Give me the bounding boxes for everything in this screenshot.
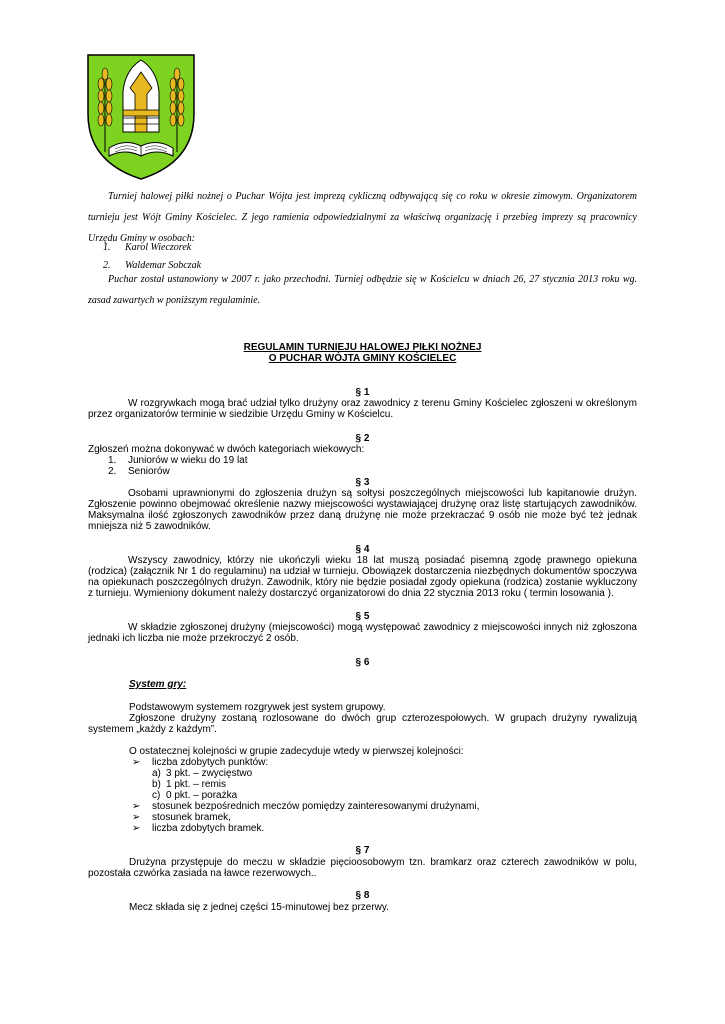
list-number: 2. <box>108 466 117 477</box>
section-text: Osobami uprawnionymi do zgłoszenia drużyn są sołtysi poszczególnych miejscowości lub kapitanowie drużyn. Zgłoszenie powinno obejmować określenie nazwy miejscowości wystawiającej drużynę oraz listę startujących zawodników. Maksymalna ilość zgłoszonych zawodników przez daną drużynę nie może przekraczać 9 osób nie może być też jednak mniejsza niż 5 zawodników. <box>88 488 637 532</box>
list-item-label: Seniorów <box>128 466 170 477</box>
list-number: 2. <box>103 260 111 271</box>
list-item-label: liczba zdobytych bramek. <box>152 823 265 834</box>
intro-paragraph-2: Puchar został ustanowiony w 2007 r. jako przechodni. Turniej odbędzie się w Kościelcu w dniach 26, 27 stycznia 2013 roku wg. zasad zawartych w poniższym regulaminie. <box>88 274 637 306</box>
list-item <box>108 455 408 466</box>
list-item-label: 1 pkt. – remis <box>166 779 227 790</box>
list-item <box>132 823 552 834</box>
section-text: Podstawowym systemem rozgrywek jest system grupowy. <box>129 702 386 713</box>
list-item <box>108 466 408 477</box>
list-item <box>132 757 552 768</box>
section-text: W rozgrywkach mogą brać udział tylko drużyny oraz zawodnicy z terenu Gminy Kościelec zgłoszeni w określonym przez organizatorów terminie w siedzibie Urzędu Gminy w Kościelcu. <box>88 398 637 420</box>
coat-of-arms-emblem <box>85 52 197 182</box>
section-heading: § 8 <box>355 890 370 901</box>
ranking-criteria-list <box>132 757 552 834</box>
list-item <box>103 239 403 257</box>
list-item-label: stosunek bezpośrednich meczów pomiędzy zainteresowanymi drużynami, <box>152 801 480 812</box>
list-item-label: 3 pkt. – zwycięstwo <box>166 768 253 779</box>
section-heading: § 1 <box>355 387 370 398</box>
arrow-bullet-icon: ➢ <box>132 823 141 834</box>
arrow-bullet-icon: ➢ <box>132 812 141 823</box>
title-line-2: O PUCHAR WÓJTA GMINY KOŚCIELEC <box>268 353 457 364</box>
list-number: 1. <box>103 242 111 253</box>
section-heading: § 7 <box>355 845 370 856</box>
intro-paragraph: Turniej halowej piłki nożnej o Puchar Wójta jest imprezą cykliczną odbywającą się co roku w okresie zimowym. Organizatorem turnieju jest Wójt Gminy Kościelec. Z jego ramienia odpowiedzialnymi za właściwą organizację i przebieg imprezy są pracownicy Urzędu Gminy w osobach: <box>88 191 637 244</box>
arrow-bullet-icon: ➢ <box>132 801 141 812</box>
system-subheading: System gry: <box>129 679 187 690</box>
section-text: O ostatecznej kolejności w grupie zadecyduje wtedy w pierwszej kolejności: <box>129 746 464 757</box>
section-text: W składzie zgłoszonej drużyny (miejscowości) mogą występować zawodnicy z miejscowości innych niż zgłoszona jednaki ich liczba nie może przekroczyć 2 osób. <box>88 622 637 644</box>
title-line-1: REGULAMIN TURNIEJU HALOWEJ PIŁKI NOŻNEJ <box>243 342 482 353</box>
section-heading: § 6 <box>355 657 370 668</box>
section-text: Drużyna przystępuje do meczu w składzie pięcioosobowym tzn. bramkarz oraz czterech zawodników w polu, pozostała czwórka zasiada na ławce rezerwowych.. <box>88 857 637 879</box>
list-number: a) <box>152 768 161 779</box>
arrow-bullet-icon: ➢ <box>132 757 141 768</box>
section-text: Zgłoszeń można dokonywać w dwóch kategoriach wiekowych: <box>88 444 365 455</box>
list-number: b) <box>152 779 161 790</box>
list-item <box>132 790 552 801</box>
list-item <box>132 779 552 790</box>
section-heading: § 3 <box>355 477 370 488</box>
list-item <box>132 812 552 823</box>
section-text: Wszyscy zawodnicy, którzy nie ukończyli wieku 18 lat muszą posiadać pisemną zgodę prawnego opiekuna (rodzica) (załącznik Nr 1 do regulaminu) na udział w turnieju. Obowiązek dostarczenia niezbędnych dokumentów spoczywa na opiekunach poszczególnych drużyn. Zawodnik, który nie będzie posiadał zgody opiekuna (rodzica) zostanie wykluczony z turnieju. Wymieniony dokument należy dostarczyć organizatorowi do dnia 22 stycznia 2013 roku ( termin losowania ). <box>88 555 637 599</box>
list-item <box>132 801 552 812</box>
document-title <box>88 342 637 364</box>
list-item-label: 0 pkt. – porażka <box>166 790 238 801</box>
section-text: Mecz składa się z jednej części 15-minutowej bez przerwy. <box>129 902 389 913</box>
list-number: c) <box>152 790 161 801</box>
section-text: Zgłoszone drużyny zostaną rozlosowane do dwóch grup czterozespołowych. W grupach drużyny rywalizują systemem „każdy z każdym”. <box>88 713 637 735</box>
list-number: 1. <box>108 455 117 466</box>
list-item <box>132 768 552 779</box>
list-item-name: Karol Wieczorek <box>125 242 192 253</box>
section-heading: § 5 <box>355 611 370 622</box>
list-item-name: Waldemar Sobczak <box>125 260 202 271</box>
list-item-label: liczba zdobytych punktów: <box>152 757 269 768</box>
section-heading: § 4 <box>355 544 370 555</box>
list-item-label: stosunek bramek, <box>152 812 231 823</box>
section-heading: § 2 <box>355 433 370 444</box>
category-list <box>108 455 408 477</box>
list-item-label: Juniorów w wieku do 19 lat <box>128 455 248 466</box>
